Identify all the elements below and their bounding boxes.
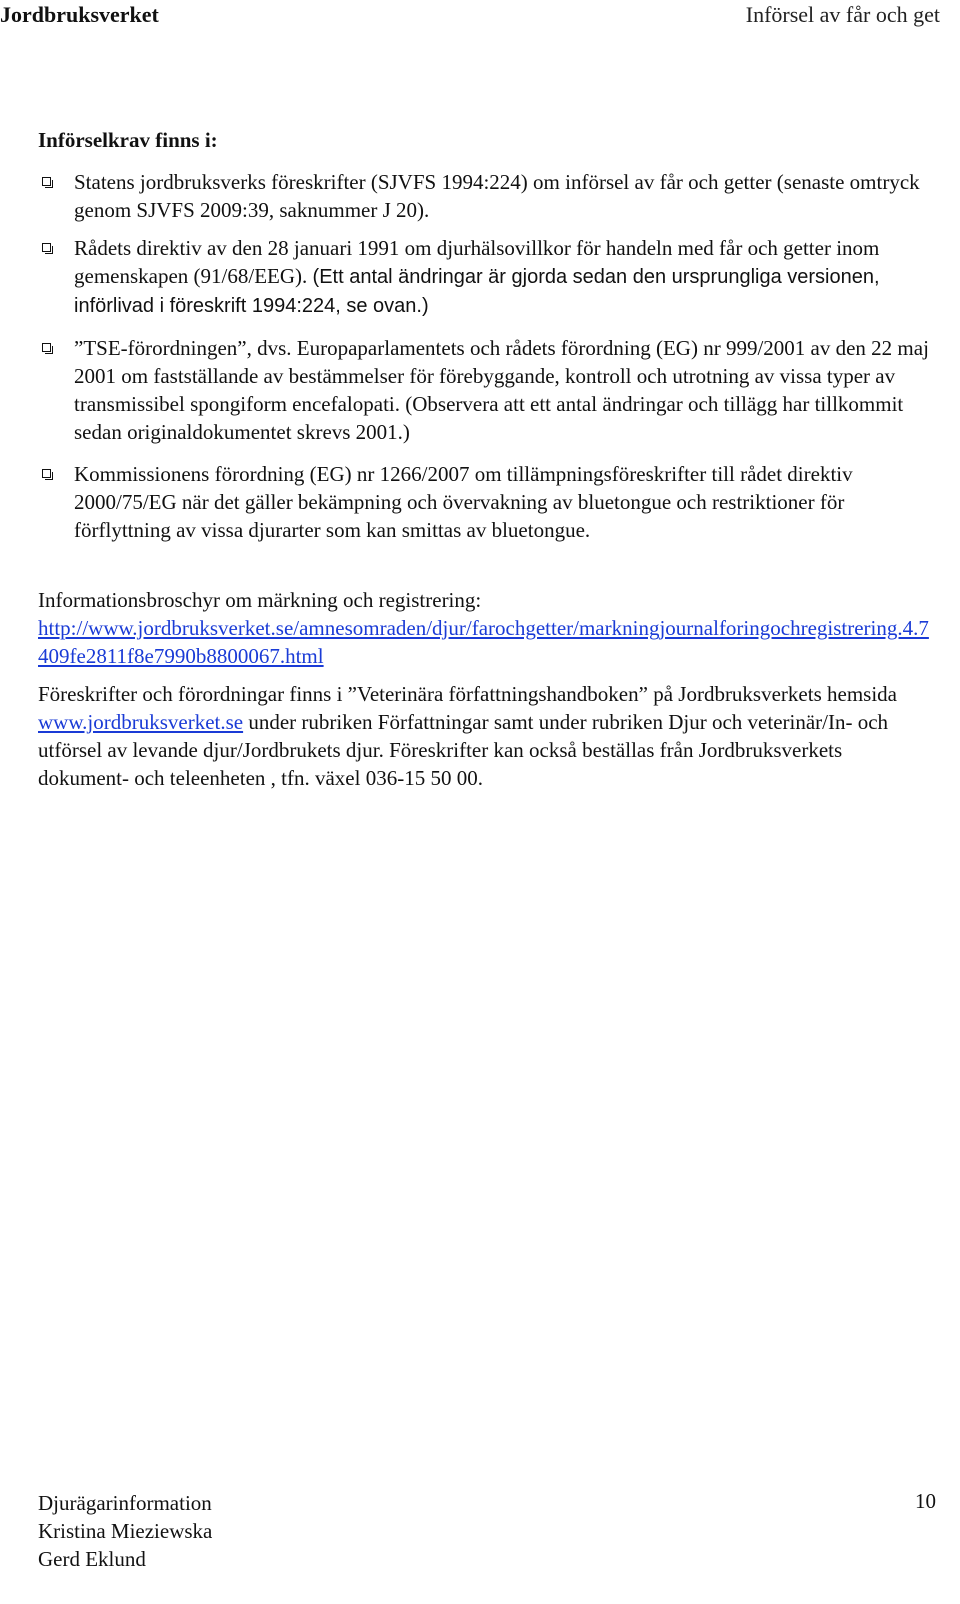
regulations-text-cont: under rubriken Författningar samt under rubriken Djur och veterinär/In- och utförsel av levande djur/Jordbrukets djur. Föreskrifter kan också beställas från Jordbruksverkets dokument- och teleenheten , tfn. växel 036-15 50 00.: [38, 710, 889, 790]
list-item-text: Statens jordbruksverks föreskrifter (SJVFS 1994:224) om införsel av får och getter (senaste omtryck genom SJVFS 2009:39, saknummer J 20).: [74, 170, 920, 222]
website-link[interactable]: www.jordbruksverket.se: [38, 710, 244, 734]
checkbox-bullet-icon: [42, 243, 51, 252]
list-item: [38, 168, 938, 224]
regulations-paragraph: [38, 680, 938, 792]
footer: [38, 1489, 212, 1573]
checkbox-bullet-icon: [42, 343, 51, 352]
list-item-text: ”TSE-förordningen”, dvs.: [74, 336, 297, 360]
list-item-text: Rådets direktiv av den 28 januari 1991 om djurhälsovillkor för handeln med får och getter inom gemenskapen (91/68/EEG).: [74, 236, 880, 288]
footer-author: Gerd Eklund: [38, 1547, 146, 1571]
header-doc-title: Införsel av får och get: [745, 2, 940, 27]
list-item-note: (Ett antal ändringar är gjorda sedan den ursprungliga versionen, införlivad i föreskrift 1994:224, se ovan.): [74, 266, 880, 317]
checkbox-bullet-icon: [42, 177, 51, 186]
page-number: 10: [915, 1489, 936, 1513]
list-item: [38, 334, 938, 446]
list-item: [38, 460, 938, 544]
list-item-text-cont: Europaparlamentets och rådets förordning (EG) nr 999/2001 av den 22 maj 2001 om fastställande av bestämmelser för förebyggande, kontroll och utrotning av vissa typer av transmissibel spongiform encefalopati. (Observera att ett antal ändringar och tillägg har tillkommit sedan originaldokumentet skrevs 2001.): [74, 336, 929, 444]
info-label: Informationsbroschyr om märkning och registrering:: [38, 588, 482, 612]
list-item-text: Kommissionens förordning (EG) nr 1266/2007 om tillämpningsföreskrifter till rådet direktiv 2000/75/EG när det gäller bekämpning och övervakning av bluetongue och restriktioner för förflyttning av vissa djurarter som kan smittas av bluetongue.: [74, 462, 853, 542]
footer-author: Kristina Mieziewska: [38, 1519, 213, 1543]
footer-line: Djurägarinformation: [38, 1491, 212, 1515]
list-item: [38, 234, 938, 320]
section-title: Införselkrav finns i:: [38, 128, 218, 152]
checkbox-bullet-icon: [42, 469, 51, 478]
regulations-text: Föreskrifter och förordningar finns i ”Veterinära författningshandboken” på Jordbruksverkets hemsida: [38, 682, 897, 706]
header-org-name: Jordbruksverket: [0, 2, 159, 27]
info-link[interactable]: http://www.jordbruksverket.se/amnesomraden/djur/farochgetter/markningjournalforingochregistrering.4.7409fe2811f8e7990b8800067.html: [38, 616, 929, 668]
info-block: [38, 586, 938, 670]
requirements-list: [38, 168, 938, 554]
